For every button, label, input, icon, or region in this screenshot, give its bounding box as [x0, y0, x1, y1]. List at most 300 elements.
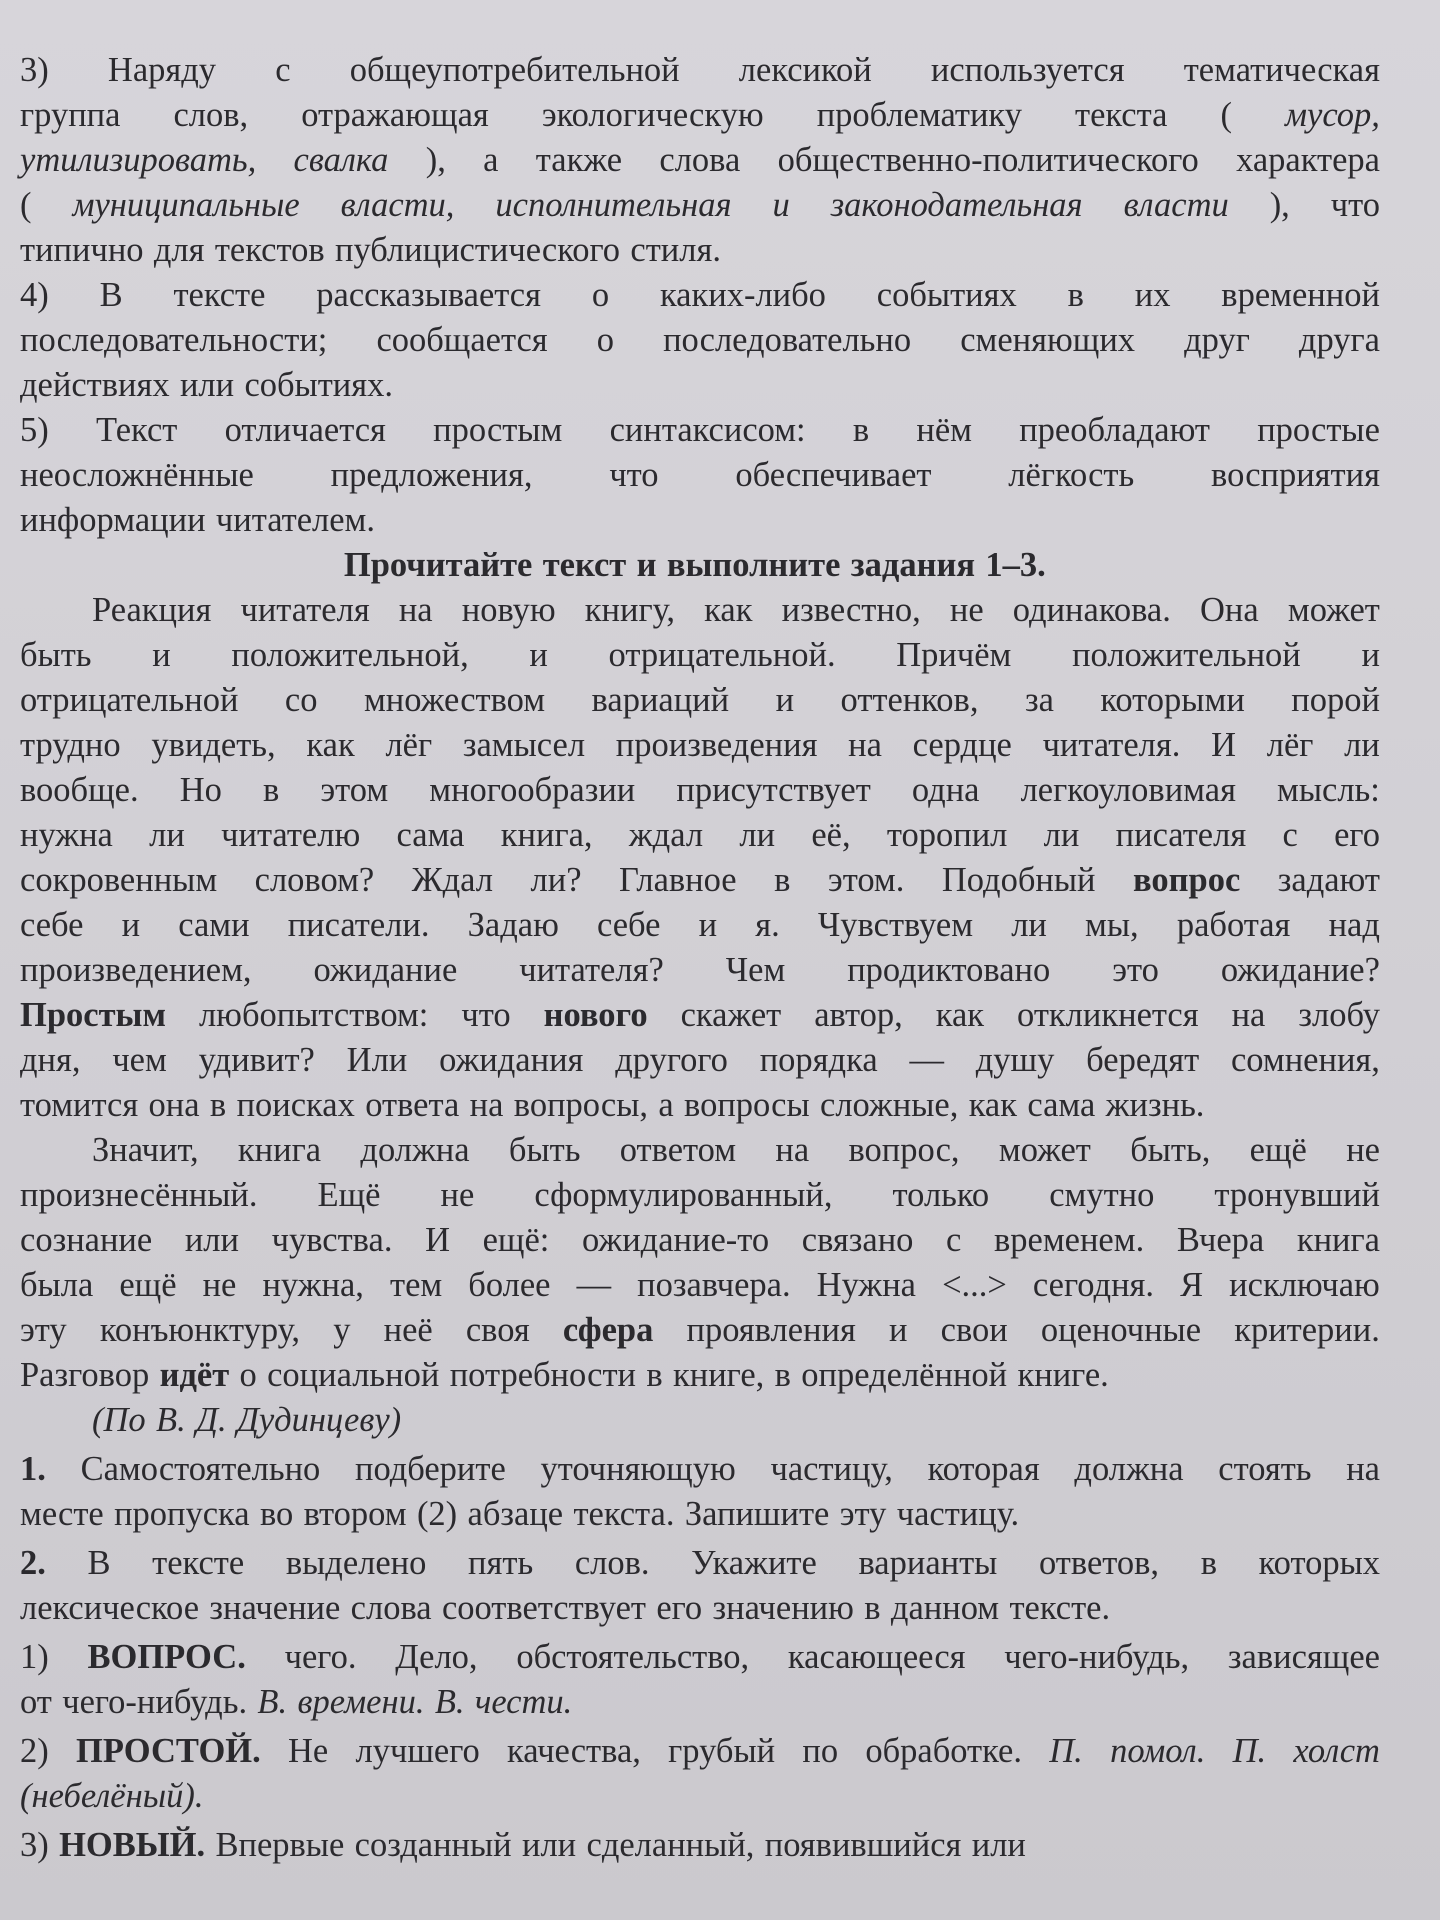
word: помол.: [1110, 1732, 1206, 1770]
word: власти,: [340, 186, 455, 224]
word: быть,: [1130, 1131, 1211, 1169]
word: задают: [1277, 861, 1380, 899]
word: Самостоятельно: [80, 1450, 321, 1488]
word: Вчера: [1176, 1221, 1265, 1259]
word: неё: [383, 1311, 433, 1349]
word: и: [529, 636, 548, 674]
word: что: [461, 996, 511, 1034]
word: ),: [1269, 186, 1290, 224]
word: Текст: [95, 411, 178, 449]
paragraph-point-5: [20, 408, 1380, 543]
word: тексте: [152, 1544, 245, 1582]
word: рассказывается: [316, 276, 541, 314]
word: Ещё: [317, 1176, 381, 1214]
text-line: [20, 1680, 1380, 1725]
word: сами: [178, 906, 250, 944]
word: грубый: [668, 1732, 776, 1770]
word: чести.: [474, 1683, 573, 1721]
word: что: [609, 456, 659, 494]
text-line: [20, 858, 1380, 903]
word: не: [949, 591, 984, 629]
word: власти: [1123, 186, 1229, 224]
word: или: [184, 1221, 239, 1259]
word: 1): [20, 1638, 49, 1676]
word: 2): [20, 1732, 49, 1770]
word: я.: [755, 906, 780, 944]
text-line: [20, 408, 1380, 453]
word: читателя: [240, 591, 370, 629]
word: как: [704, 591, 753, 629]
word: на: [1346, 1450, 1380, 1488]
word: В: [99, 276, 123, 314]
word: жизнь.: [1105, 1086, 1205, 1124]
word: книга: [1296, 1221, 1380, 1259]
word: как: [306, 726, 355, 764]
word: со: [284, 681, 318, 719]
word: (2): [416, 1495, 458, 1533]
word: сомнения,: [1230, 1041, 1380, 1079]
word: как: [968, 1086, 1018, 1124]
word: Дело,: [395, 1638, 478, 1676]
word: событиях: [876, 276, 1017, 314]
word: позавчера.: [637, 1266, 791, 1304]
word: лёг: [385, 726, 433, 764]
text-line: [20, 228, 1380, 273]
word: ли: [149, 816, 185, 854]
word: текстов: [214, 231, 325, 269]
word: ещё: [119, 1266, 177, 1304]
word: которых: [1258, 1544, 1380, 1582]
paragraph-attribution: [20, 1398, 1380, 1443]
word: Разговор: [20, 1356, 150, 1394]
word: с: [946, 1221, 962, 1259]
word: книге.: [1017, 1356, 1109, 1394]
word: и: [121, 906, 141, 944]
word: НОВЫЙ.: [59, 1826, 206, 1864]
word: продиктовано: [847, 951, 1051, 989]
text-line: [20, 273, 1380, 318]
word: ПРОСТОЙ.: [76, 1732, 261, 1770]
word: была: [20, 1266, 94, 1304]
word: книгу,: [584, 591, 676, 629]
word: Д.: [196, 1401, 227, 1439]
word: новую: [461, 591, 556, 629]
word: восприятия: [1211, 456, 1380, 494]
word: 3): [20, 51, 49, 89]
word: свалка: [293, 141, 389, 179]
word: пропуска: [114, 1495, 250, 1533]
word: порядка: [759, 1041, 878, 1079]
word: 2.: [20, 1544, 46, 1582]
word: замысел: [462, 726, 586, 764]
word: Запишите: [684, 1495, 830, 1533]
word: определённой: [801, 1356, 1008, 1394]
text-line: [20, 48, 1380, 93]
word: свои: [940, 1311, 1008, 1349]
word: и: [775, 681, 795, 719]
word: трудно: [20, 726, 121, 764]
word: 1.: [20, 1450, 46, 1488]
word: на: [1231, 996, 1266, 1034]
word: слова: [350, 1589, 432, 1627]
word: многообразии: [429, 771, 636, 809]
word: а: [483, 141, 499, 179]
word: тематическая: [1183, 51, 1380, 89]
paragraph-option-2: [20, 1729, 1380, 1819]
text-line: [20, 678, 1380, 723]
word: Чем: [725, 951, 786, 989]
word: одинакова.: [1012, 591, 1171, 629]
text-line: [20, 1398, 1380, 1443]
word: нового: [543, 996, 648, 1034]
word: ли: [1344, 726, 1380, 764]
text-line: [20, 903, 1380, 948]
word: о: [239, 1356, 257, 1394]
word: 4): [20, 276, 49, 314]
word: над: [1328, 906, 1380, 944]
word: касающееся: [787, 1638, 966, 1676]
word: ответом: [619, 1131, 737, 1169]
word: произведением,: [20, 951, 252, 989]
word: друга: [1298, 321, 1380, 359]
word: на: [848, 726, 882, 764]
word: исполнительная: [495, 186, 732, 224]
word: ждал: [628, 816, 704, 854]
word: ещё:: [482, 1221, 550, 1259]
word: Ждал: [411, 861, 494, 899]
word: по: [802, 1732, 839, 1770]
word: для: [153, 231, 205, 269]
text-line: [20, 1038, 1380, 1083]
text-line: [20, 588, 1380, 633]
word: неосложнённые: [20, 456, 254, 494]
word: читателя.: [1042, 726, 1181, 764]
word: душу: [975, 1041, 1055, 1079]
word: его: [1334, 816, 1380, 854]
word: утилизировать,: [20, 141, 257, 179]
word: ожидание: [313, 951, 458, 989]
word: публицистического: [334, 231, 621, 269]
word: бередят: [1086, 1041, 1200, 1079]
word: себе: [20, 906, 84, 944]
word: Дудинцеву): [236, 1401, 402, 1439]
word: ВОПРОС.: [87, 1638, 246, 1676]
word: законодательная: [830, 186, 1083, 224]
word: мусор,: [1285, 96, 1380, 134]
word: идёт: [159, 1356, 230, 1394]
word: ещё: [1249, 1131, 1307, 1169]
word: П.: [1049, 1732, 1083, 1770]
text-line: [20, 1308, 1380, 1353]
word: <...>: [942, 1266, 1007, 1304]
word: сложные,: [820, 1086, 959, 1124]
word: вопросы: [684, 1086, 810, 1124]
word: читателем.: [215, 501, 376, 539]
word: синтаксисом:: [609, 411, 806, 449]
word: простые: [1257, 411, 1380, 449]
word: произнесённый.: [20, 1176, 258, 1214]
word: тексте: [173, 276, 266, 314]
word: проблематику: [816, 96, 1022, 134]
word: и: [152, 636, 171, 674]
word: сформулированный,: [534, 1176, 833, 1214]
word: порой: [1291, 681, 1380, 719]
word: В.: [257, 1683, 288, 1721]
word: увидеть,: [151, 726, 276, 764]
word: и: [698, 906, 718, 944]
word: лёгкость: [1008, 456, 1135, 494]
word: сегодня.: [1032, 1266, 1155, 1304]
word: может: [998, 1131, 1091, 1169]
paragraph-option-1: [20, 1635, 1380, 1725]
word: качества,: [507, 1732, 641, 1770]
text-line: [20, 1586, 1380, 1631]
word: —: [576, 1266, 612, 1304]
word: себе: [597, 906, 661, 944]
word: работая: [1176, 906, 1291, 944]
word: связано: [801, 1221, 914, 1259]
word: отрицательной.: [608, 636, 836, 674]
word: во: [259, 1495, 294, 1533]
word: или: [971, 1826, 1026, 1864]
word: Не: [288, 1732, 329, 1770]
word: также: [535, 141, 623, 179]
word: присутствует: [676, 771, 871, 809]
word: слов,: [173, 96, 249, 134]
text-line: [20, 318, 1380, 363]
text-line: [20, 138, 1380, 183]
word: ответа: [365, 1086, 460, 1124]
word: у: [333, 1311, 351, 1349]
word: только: [892, 1176, 990, 1214]
word: экологическую: [541, 96, 764, 134]
word: Я: [1180, 1266, 1204, 1304]
word: или: [179, 366, 235, 404]
word: вариаций: [591, 681, 730, 719]
text-line: [20, 1492, 1380, 1537]
word: положительной,: [231, 636, 469, 674]
word: откликнется: [1017, 996, 1199, 1034]
word: автор,: [814, 996, 903, 1034]
word: чего-нибудь,: [1004, 1638, 1190, 1676]
word: она: [148, 1086, 200, 1124]
word: слова: [659, 141, 741, 179]
word: сама: [1027, 1086, 1096, 1124]
text-line: [20, 633, 1380, 678]
word: на: [775, 1131, 810, 1169]
word: вопрос: [1132, 861, 1241, 899]
word: чем: [112, 1041, 167, 1079]
text-line: [20, 723, 1380, 768]
text-line: [20, 768, 1380, 813]
word: читателя?: [519, 951, 664, 989]
word: частицу,: [770, 1450, 893, 1488]
text-line: [20, 993, 1380, 1038]
word: эту: [839, 1495, 887, 1533]
word: И: [425, 1221, 450, 1259]
word: о: [596, 321, 614, 359]
word: сообщается: [376, 321, 548, 359]
paragraph-point-4: [20, 273, 1380, 408]
word: может: [1287, 591, 1380, 629]
word: (: [1220, 96, 1232, 134]
text-line: [20, 1729, 1380, 1774]
word: положительной: [1072, 636, 1301, 674]
word: и: [636, 546, 657, 584]
paragraph-text-paragraph-1: [20, 588, 1380, 1128]
word: отражающая: [301, 96, 489, 134]
word: нём: [916, 411, 972, 449]
text-line: [20, 1173, 1380, 1218]
word: тронувший: [1214, 1176, 1380, 1214]
word: выделено: [285, 1544, 427, 1582]
word: муниципальные: [72, 186, 300, 224]
word: с: [275, 51, 291, 89]
word: предложения,: [330, 456, 533, 494]
word: В.: [156, 1401, 186, 1439]
word: в: [209, 1086, 227, 1124]
word: Простым: [20, 996, 166, 1034]
word: типично: [20, 231, 144, 269]
word: подберите: [355, 1450, 506, 1488]
word: значение: [209, 1589, 341, 1627]
word: в: [774, 1356, 791, 1394]
word: должна: [1074, 1450, 1184, 1488]
word: Причём: [896, 636, 1012, 674]
word: сделанный,: [586, 1826, 755, 1864]
word: ли?: [530, 861, 582, 899]
word: слов.: [574, 1544, 650, 1582]
word: обработке.: [865, 1732, 1022, 1770]
text-line: [20, 1218, 1380, 1263]
word: и: [889, 1311, 908, 1349]
word: нужна,: [262, 1266, 364, 1304]
word: В: [87, 1544, 111, 1582]
word: холст: [1293, 1732, 1380, 1770]
word: значению: [712, 1589, 854, 1627]
paragraph-task-2: [20, 1541, 1380, 1631]
word: не: [440, 1176, 475, 1214]
word: Укажите: [691, 1544, 817, 1582]
word: вопросы,: [513, 1086, 649, 1124]
word: за: [1024, 681, 1054, 719]
word: эту: [20, 1311, 67, 1349]
word: Прочитайте: [343, 546, 533, 584]
word: сознание: [20, 1221, 153, 1259]
word: пять: [468, 1544, 534, 1582]
page-content: [20, 48, 1380, 1868]
word: последовательности;: [20, 321, 328, 359]
word: ли: [739, 816, 776, 854]
word: соответствует: [441, 1589, 646, 1627]
word: обстоятельство,: [516, 1638, 750, 1676]
word: как: [935, 996, 985, 1034]
word: сердце: [912, 726, 1012, 764]
word: уточняющую: [540, 1450, 736, 1488]
word: друг: [1184, 321, 1250, 359]
word: вообще.: [20, 771, 139, 809]
word: Подобный: [941, 861, 1096, 899]
word: этом: [320, 771, 389, 809]
word: тем: [390, 1266, 443, 1304]
word: чего-нибудь.: [62, 1683, 248, 1721]
word: потребности: [449, 1356, 636, 1394]
word: Она: [1200, 591, 1259, 629]
word: выполните: [666, 546, 841, 584]
word: не: [1346, 1131, 1380, 1169]
word: ожидание?: [1220, 951, 1380, 989]
word: характера: [1236, 141, 1380, 179]
word: быть: [20, 636, 92, 674]
word: частицу.: [896, 1495, 1020, 1533]
text-line: [20, 1447, 1380, 1492]
word: дня,: [20, 1041, 81, 1079]
word: смутно: [1049, 1176, 1155, 1214]
word: или: [522, 1826, 577, 1864]
word: на: [398, 591, 433, 629]
text-line: [20, 93, 1380, 138]
word: быть: [508, 1131, 581, 1169]
paragraph-heading: [20, 543, 1380, 588]
word: используется: [930, 51, 1125, 89]
word: одна: [911, 771, 980, 809]
word: простым: [433, 411, 563, 449]
word: ли: [1043, 816, 1080, 854]
word: вопрос,: [848, 1131, 960, 1169]
text-line: [20, 948, 1380, 993]
word: (небелёный).: [20, 1777, 204, 1815]
word: П.: [1232, 1732, 1267, 1770]
word: месте: [20, 1495, 104, 1533]
word: нужна: [20, 816, 113, 854]
word: варианты: [858, 1544, 998, 1582]
word: сменяющих: [960, 321, 1136, 359]
word: каких-либо: [659, 276, 826, 314]
word: информации: [20, 501, 206, 539]
word: в: [774, 861, 791, 899]
word: социальной: [267, 1356, 440, 1394]
word: в: [852, 411, 870, 449]
text-line: [20, 1263, 1380, 1308]
word: это: [1112, 951, 1159, 989]
word: мы,: [1085, 906, 1139, 944]
word: зависящее: [1227, 1638, 1380, 1676]
word: Но: [179, 771, 222, 809]
word: злобу: [1298, 996, 1380, 1034]
word: обеспечивает: [735, 456, 932, 494]
word: в: [1200, 1544, 1217, 1582]
text-line: [20, 1635, 1380, 1680]
word: —: [909, 1041, 944, 1079]
word: действиях: [20, 366, 170, 404]
text-line: [20, 813, 1380, 858]
word: другого: [615, 1041, 728, 1079]
word: лексикой: [738, 51, 872, 89]
word: чувства.: [271, 1221, 393, 1259]
word: в: [864, 1589, 881, 1627]
word: лексическое: [20, 1589, 200, 1627]
word: общественно-политического: [777, 141, 1199, 179]
text-line: [20, 1541, 1380, 1586]
word: созданный: [354, 1826, 512, 1864]
word: лёг: [1266, 726, 1314, 764]
word: Нужна: [816, 1266, 916, 1304]
word: В.: [434, 1683, 465, 1721]
word: группа: [20, 96, 121, 134]
word: не: [202, 1266, 237, 1304]
word: что: [1330, 186, 1380, 224]
word: её,: [811, 816, 851, 854]
